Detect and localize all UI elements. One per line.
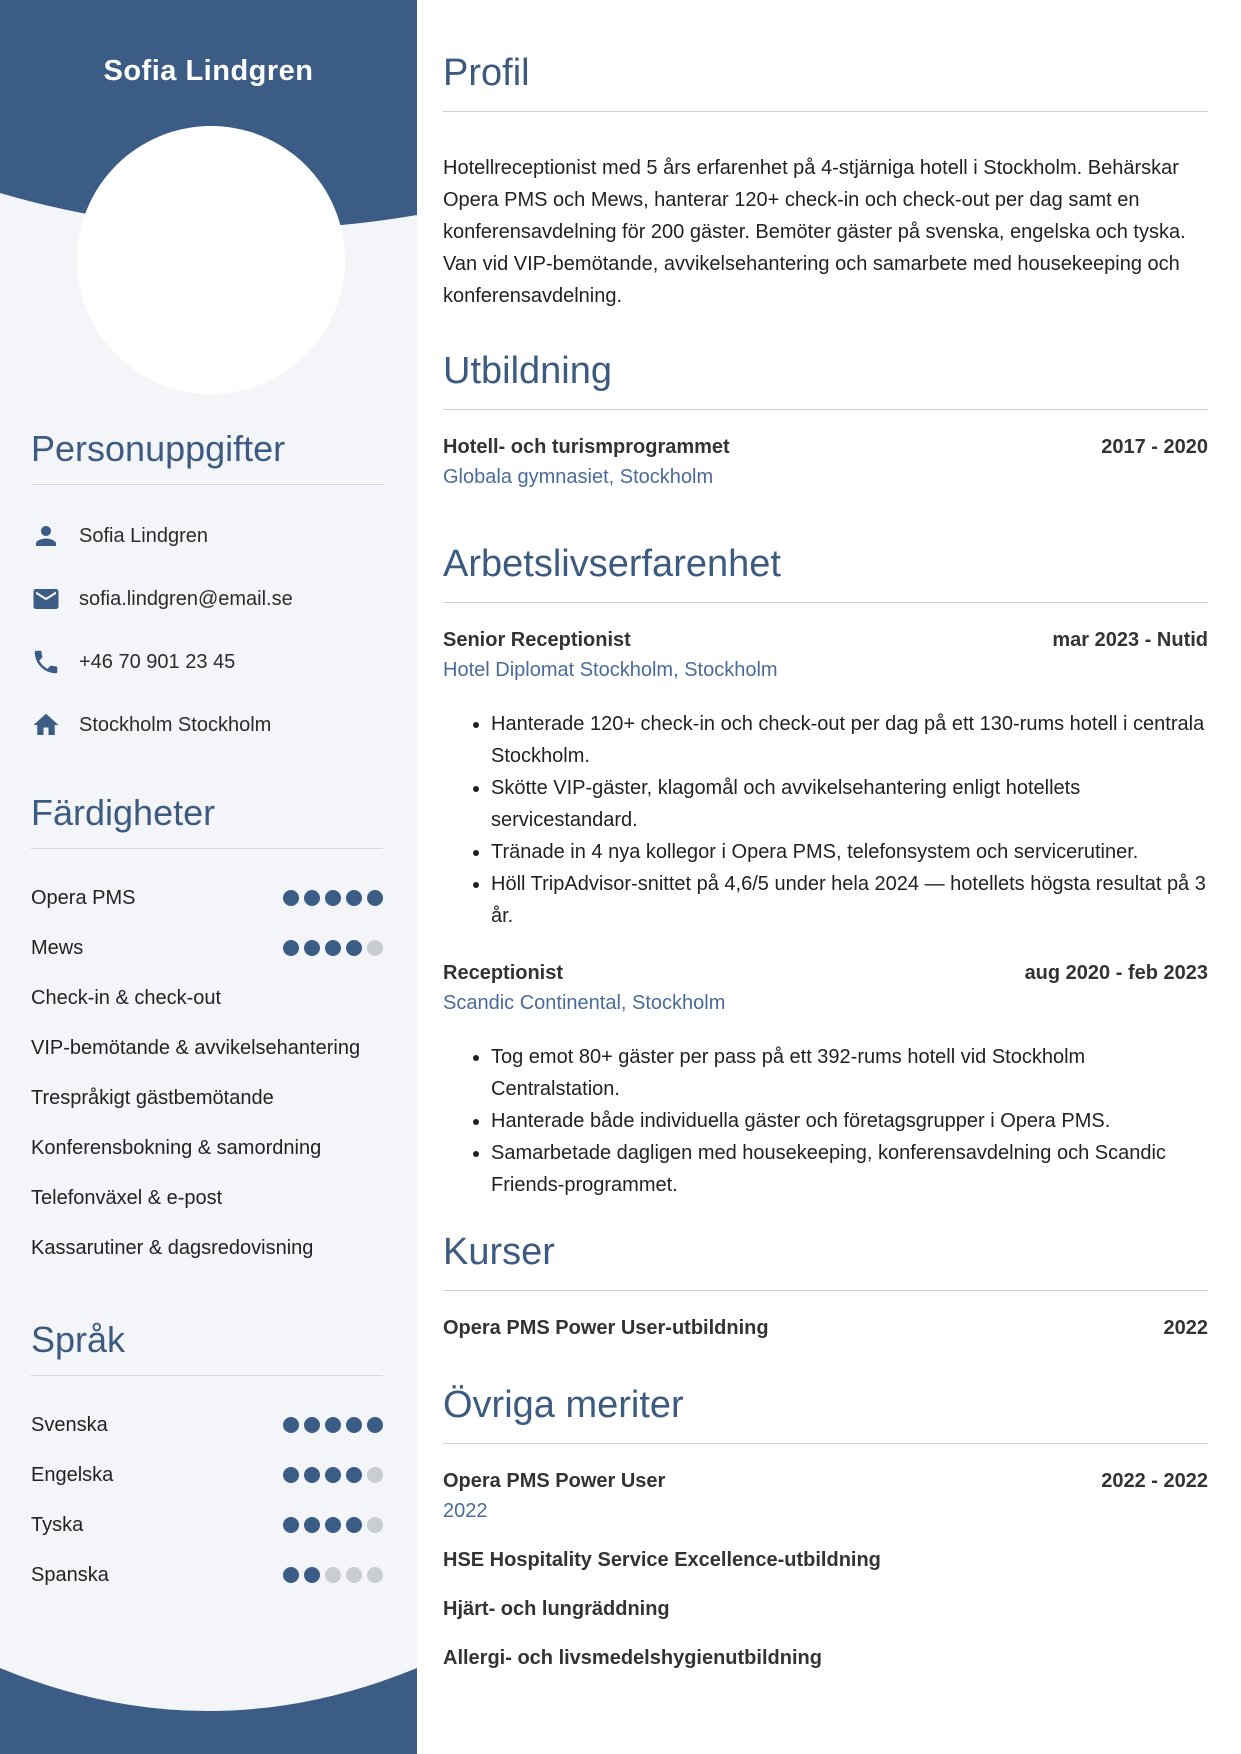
dot-filled	[325, 940, 341, 956]
envelope-icon	[31, 584, 61, 614]
entry-head	[443, 629, 1208, 652]
entry-bullet: • Skötte VIP-gäster, klagomål och avvikelsehantering enligt hotellets servicestandard.	[491, 772, 1208, 836]
rating-dots	[283, 1567, 383, 1583]
entry-bullet: • Hanterade 120+ check-in och check-out per dag på ett 130-rums hotell i centrala Stockholm.	[491, 708, 1208, 772]
skill-item-label: Mews	[31, 936, 84, 959]
skill-item	[31, 883, 383, 913]
dot-filled	[304, 940, 320, 956]
languages-section-title: Språk	[31, 1319, 383, 1376]
entry-subtitle: Hotel Diplomat Stockholm, Stockholm	[443, 659, 778, 681]
dot-empty	[325, 1567, 341, 1583]
skill-item-label: Kassarutiner & dagsredovisning	[31, 1236, 314, 1259]
dot-filled	[304, 1517, 320, 1533]
other-merit-entry	[443, 1598, 1208, 1621]
entry-bullet: • Höll TripAdvisor-snittet på 4,6/5 under hela 2024 — hotellets högsta resultat på 3 år.	[491, 868, 1208, 932]
personal-details-section	[31, 428, 383, 740]
profile-summary-text: Hotellreceptionist med 5 års erfarenhet på 4-stjärniga hotell i Stockholm. Behärskar Opera PMS och Mews, hanterar 120+ check-in och check-out per dag samt en konferensavdelning för 200 gäster. Bemöter gäster på svenska, engelska och tyska. Van vid VIP-bemötande, avvikelsehantering och samarbete med housekeeping och konferensavdelning.	[443, 157, 1186, 307]
user-icon	[31, 521, 61, 551]
entry-subtitle: 2022	[443, 1500, 488, 1522]
entry-head	[443, 1598, 1208, 1621]
main-column	[443, 0, 1208, 1670]
entry-head	[443, 1549, 1208, 1572]
dot-filled	[283, 1467, 299, 1483]
experience-section	[443, 543, 1208, 1201]
course-entry	[443, 1317, 1208, 1340]
dot-filled	[283, 1517, 299, 1533]
dot-filled	[283, 1567, 299, 1583]
sidebar-bottom-shape	[0, 1664, 417, 1754]
skill-item-label: Opera PMS	[31, 886, 136, 909]
entry-bullet-list	[443, 708, 1208, 932]
entry-head	[443, 962, 1208, 985]
entry-bullet: • Tränade in 4 nya kollegor i Opera PMS, telefonsystem och servicerutiner.	[491, 836, 1208, 868]
sidebar-body	[0, 428, 417, 1610]
experience-entry	[443, 629, 1208, 932]
languages-section	[31, 1319, 383, 1590]
language-item-label: Spanska	[31, 1563, 109, 1586]
dot-empty	[367, 940, 383, 956]
other-merit-entry	[443, 1549, 1208, 1572]
language-item	[31, 1560, 383, 1590]
dot-filled	[325, 1467, 341, 1483]
contact-list	[31, 521, 383, 740]
dot-filled	[304, 1567, 320, 1583]
dot-filled	[283, 890, 299, 906]
entry-bullet: • Tog emot 80+ gäster per pass på ett 392-rums hotell vid Stockholm Centralstation.	[491, 1041, 1208, 1105]
entry-title: Receptionist	[443, 962, 564, 984]
contact-item	[31, 647, 383, 677]
dot-filled	[367, 1417, 383, 1433]
skill-item-label: Telefonväxel & e-post	[31, 1186, 223, 1209]
skills-list	[31, 883, 383, 1263]
skill-item-label: Trespråkigt gästbemötande	[31, 1086, 274, 1109]
courses-section	[443, 1231, 1208, 1340]
contact-text: +46 70 901 23 45	[79, 650, 236, 673]
entry-bullet-list	[443, 1041, 1208, 1201]
skill-item	[31, 933, 383, 963]
dot-filled	[283, 1417, 299, 1433]
language-item-label: Svenska	[31, 1413, 108, 1436]
experience-entry	[443, 962, 1208, 1201]
skill-item	[31, 983, 383, 1013]
phone-icon	[31, 647, 61, 677]
dot-filled	[304, 1467, 320, 1483]
profile-photo-placeholder	[77, 126, 345, 394]
dot-filled	[325, 1517, 341, 1533]
dot-filled	[346, 1517, 362, 1533]
dot-filled	[346, 940, 362, 956]
entry-title: Opera PMS Power User-utbildning	[443, 1317, 769, 1339]
skill-item	[31, 1233, 383, 1263]
courses-section-title: Kurser	[443, 1231, 1208, 1291]
skill-item-label: VIP-bemötande & avvikelsehantering	[31, 1036, 361, 1059]
entry-head	[443, 1317, 1208, 1340]
entry-period: 2022 - 2022	[1101, 1470, 1208, 1492]
entry-title: Senior Receptionist	[443, 629, 631, 651]
sidebar	[0, 0, 417, 1754]
experience-entries	[443, 629, 1208, 1201]
contact-item	[31, 584, 383, 614]
language-item-label: Tyska	[31, 1513, 84, 1536]
language-item-label: Engelska	[31, 1463, 114, 1486]
entry-period: 2022	[1163, 1317, 1208, 1339]
entry-title: Allergi- och livsmedelshygienutbildning	[443, 1647, 822, 1669]
contact-text: Sofia Lindgren	[79, 524, 208, 547]
experience-section-title: Arbetslivserfarenhet	[443, 543, 1208, 603]
contact-item	[31, 521, 383, 551]
other-merit-entry	[443, 1470, 1208, 1523]
skills-section-title: Färdigheter	[31, 792, 383, 849]
entry-subtitle: Scandic Continental, Stockholm	[443, 992, 726, 1014]
education-section	[443, 350, 1208, 489]
rating-dots	[283, 1517, 383, 1533]
rating-dots	[283, 1417, 383, 1433]
rating-dots	[283, 1467, 383, 1483]
entry-head	[443, 436, 1208, 459]
other-merits-section	[443, 1384, 1208, 1670]
dot-filled	[304, 1417, 320, 1433]
skill-item	[31, 1133, 383, 1163]
languages-list	[31, 1410, 383, 1590]
candidate-name: Sofia Lindgren	[103, 55, 314, 87]
other-merits-section-title: Övriga meriter	[443, 1384, 1208, 1444]
profile-section	[443, 52, 1208, 312]
entry-subtitle: Globala gymnasiet, Stockholm	[443, 466, 714, 488]
dot-filled	[346, 1467, 362, 1483]
contact-item	[31, 710, 383, 740]
dot-empty	[367, 1517, 383, 1533]
entry-period: 2017 - 2020	[1101, 436, 1208, 458]
dot-empty	[367, 1467, 383, 1483]
dot-empty	[346, 1567, 362, 1583]
entry-title: Hotell- och turismprogrammet	[443, 436, 730, 458]
skill-item	[31, 1083, 383, 1113]
dot-filled	[346, 890, 362, 906]
entry-bullet: • Hanterade både individuella gäster och företagsgrupper i Opera PMS.	[491, 1105, 1208, 1137]
skill-item-label: Check-in & check-out	[31, 986, 222, 1009]
other-merit-entries	[443, 1470, 1208, 1670]
dot-filled	[346, 1417, 362, 1433]
rating-dots	[283, 940, 383, 956]
entry-bullet: • Samarbetade dagligen med housekeeping, konferensavdelning och Scandic Friends-programmet.	[491, 1137, 1208, 1201]
dot-filled	[283, 940, 299, 956]
contact-text: sofia.lindgren@email.se	[79, 587, 293, 610]
dot-filled	[367, 890, 383, 906]
dot-filled	[304, 890, 320, 906]
entry-title: HSE Hospitality Service Excellence-utbildning	[443, 1549, 881, 1571]
language-item	[31, 1460, 383, 1490]
personal-section-title: Personuppgifter	[31, 428, 383, 485]
entry-period: aug 2020 - feb 2023	[1024, 962, 1208, 984]
dot-filled	[325, 890, 341, 906]
course-entries	[443, 1317, 1208, 1340]
language-item	[31, 1410, 383, 1440]
education-entries	[443, 436, 1208, 489]
rating-dots	[283, 890, 383, 906]
skills-section	[31, 792, 383, 1263]
dot-empty	[367, 1567, 383, 1583]
education-entry	[443, 436, 1208, 489]
profile-section-title: Profil	[443, 52, 1208, 112]
entry-title: Opera PMS Power User	[443, 1470, 666, 1492]
other-merit-entry	[443, 1647, 1208, 1670]
entry-head	[443, 1647, 1208, 1670]
education-section-title: Utbildning	[443, 350, 1208, 410]
entry-period: mar 2023 - Nutid	[1052, 629, 1208, 651]
skill-item	[31, 1183, 383, 1213]
skill-item	[31, 1033, 383, 1063]
language-item	[31, 1510, 383, 1540]
entry-title: Hjärt- och lungräddning	[443, 1598, 670, 1620]
home-icon	[31, 710, 61, 740]
skill-item-label: Konferensbokning & samordning	[31, 1136, 322, 1159]
entry-head	[443, 1470, 1208, 1493]
contact-text: Stockholm Stockholm	[79, 713, 272, 736]
dot-filled	[325, 1417, 341, 1433]
